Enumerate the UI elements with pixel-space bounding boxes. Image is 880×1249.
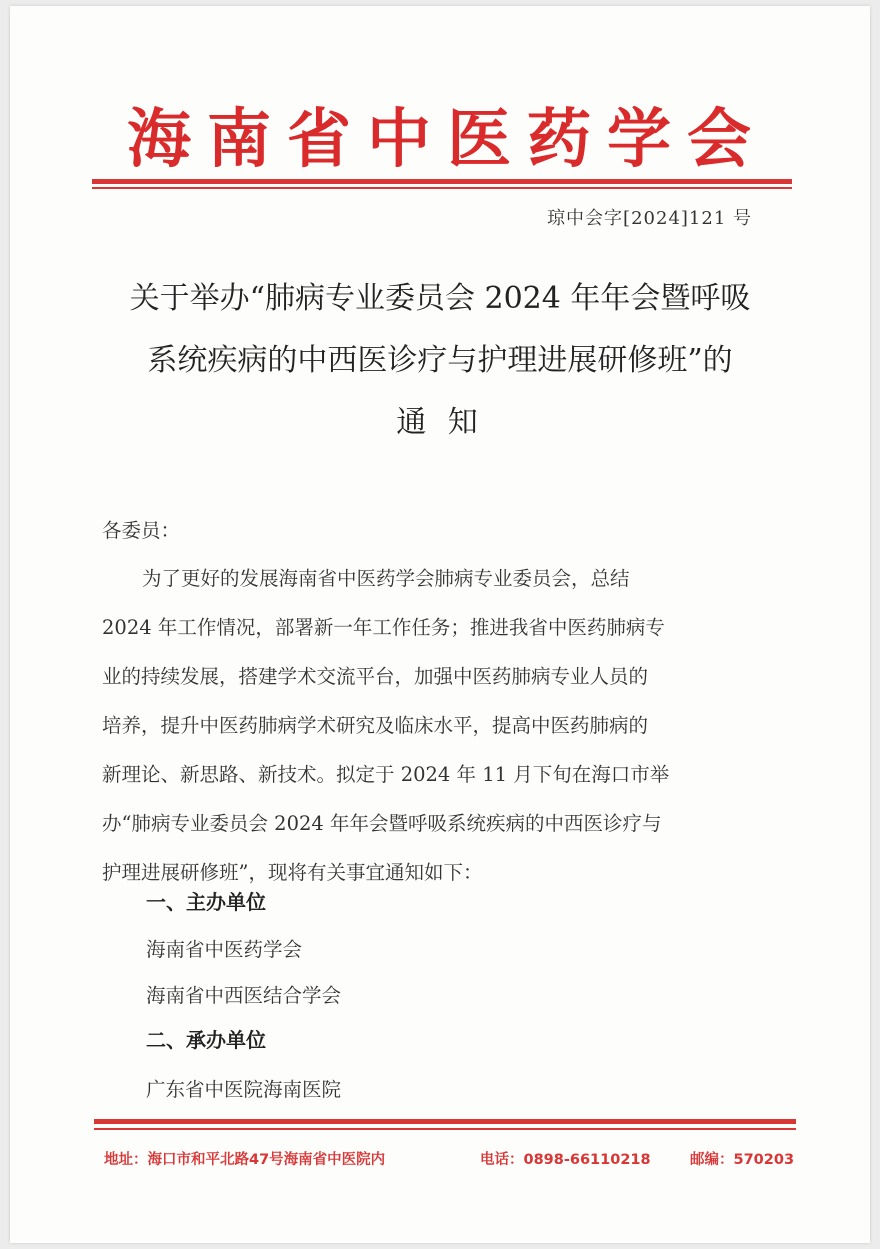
paragraph-line: 业的持续发展，搭建学术交流平台，加强中医药肺病专业人员的 [102, 665, 649, 688]
paragraph-line: 2024 年工作情况，部署新一年工作任务；推进我省中医药肺病专 [102, 616, 665, 639]
footer-contact [104, 1148, 804, 1169]
notice-title-line-3: 通 知 [396, 405, 484, 440]
paragraph-line: 培养，提升中医药肺病学术研究及临床水平，提高中医药肺病的 [102, 714, 649, 737]
header-rule-thick [92, 179, 792, 184]
host-item: 广东省中医院海南医院 [146, 1078, 342, 1101]
footer-rule-thick [94, 1119, 796, 1124]
section-heading-host: 二、承办单位 [146, 1028, 266, 1052]
paragraph-line: 新理论、新思路、新技术。拟定于 2024 年 11 月下旬在海口市举 [102, 763, 670, 786]
document-number: 琼中会字[2024]121 号 [547, 208, 752, 229]
footer-rule-thin [94, 1128, 796, 1130]
paragraph-line: 为了更好的发展海南省中医药学会肺病专业委员会，总结 [142, 567, 630, 590]
footer-phone: 电话：0898-66110218 [480, 1152, 651, 1168]
organizer-item: 海南省中医药学会 [146, 938, 303, 961]
salutation: 各委员： [102, 519, 181, 542]
footer-address: 地址：海口市和平北路47号海南省中医院内 [104, 1152, 386, 1168]
notice-title-line-2: 系统疾病的中西医诊疗与护理进展研修班”的 [147, 343, 733, 378]
notice-title-line-1: 关于举办“肺病专业委员会 2024 年年会暨呼吸 [129, 281, 751, 316]
organizer-item: 海南省中西医结合学会 [146, 984, 342, 1007]
paragraph-line: 护理进展研修班”，现将有关事宜通知如下： [102, 861, 483, 884]
header-rule-thin [92, 187, 792, 189]
org-letterhead: 海南省中医药学会 [127, 102, 767, 177]
notice-title [80, 268, 800, 454]
document-page [10, 6, 870, 1243]
section-heading-organizer: 一、主办单位 [146, 890, 266, 914]
footer-postcode: 邮编：570203 [690, 1152, 795, 1168]
intro-paragraph [102, 554, 772, 897]
paragraph-line: 办“肺病专业委员会 2024 年年会暨呼吸系统疾病的中西医诊疗与 [102, 812, 662, 835]
